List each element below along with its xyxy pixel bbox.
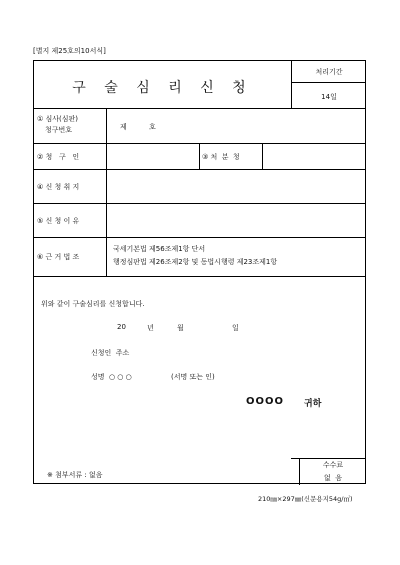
date-year-unit: 년: [147, 324, 154, 332]
attachments-note: ※ 첨부서류 : 없음: [47, 471, 103, 479]
form-number: [별지 제25호의10서식]: [33, 47, 106, 55]
case-number-label-2: 청구번호: [45, 126, 73, 134]
applicant-address-label: 신청인 주소: [91, 349, 130, 357]
purpose-label: ④ 신 청 취 지: [37, 183, 80, 191]
purpose-field[interactable]: [107, 170, 366, 203]
addressee-name: OOOO: [246, 396, 285, 407]
processing-period-value: 14일: [321, 93, 337, 101]
paper-size-note: 210㎜×297㎜(신문용지54g/㎡): [258, 495, 353, 503]
divider: [34, 276, 365, 277]
case-number-field[interactable]: 제 호: [120, 123, 156, 131]
divider: [291, 458, 365, 459]
date-month-unit: 월: [177, 324, 184, 332]
form-title: 구 술 심 리 신 청: [72, 80, 253, 96]
divider: [34, 108, 365, 109]
fee-value: 없 음: [324, 474, 342, 482]
divider: [291, 82, 365, 83]
reason-label: ⑤ 신 청 이 유: [37, 217, 80, 225]
date-day-unit: 일: [232, 324, 239, 332]
addressee-suffix: 귀하: [304, 399, 322, 409]
legal-basis-line-1: 국세기본법 제56조제1항 단서: [113, 245, 206, 253]
disposition-agency-label: ③ 처 분 청: [202, 153, 240, 161]
application-statement: 위와 같이 구술심리를 신청합니다.: [41, 300, 145, 308]
divider: [199, 143, 200, 169]
signature-note: (서명 또는 인): [171, 373, 215, 381]
legal-basis-line-2: 행정심판법 제26조제2항 및 동법시행령 제23조제1항: [113, 258, 278, 266]
fee-label: 수수료: [322, 461, 344, 469]
reason-field[interactable]: [107, 204, 366, 237]
oral-hearing-application-form: [33, 60, 366, 484]
legal-basis-label: ⑥ 근 거 법 조: [37, 253, 80, 261]
claimant-field[interactable]: [107, 144, 199, 169]
applicant-name-label: 성명 ○ ○ ○: [91, 373, 132, 381]
disposition-agency-field[interactable]: [263, 144, 366, 169]
case-number-label: ① 심사(심판): [37, 115, 79, 123]
divider: [34, 237, 365, 238]
claimant-label: ② 청 구 인: [37, 153, 80, 161]
date-year[interactable]: 20: [117, 323, 126, 331]
processing-period-label: 처리기간: [315, 68, 343, 76]
